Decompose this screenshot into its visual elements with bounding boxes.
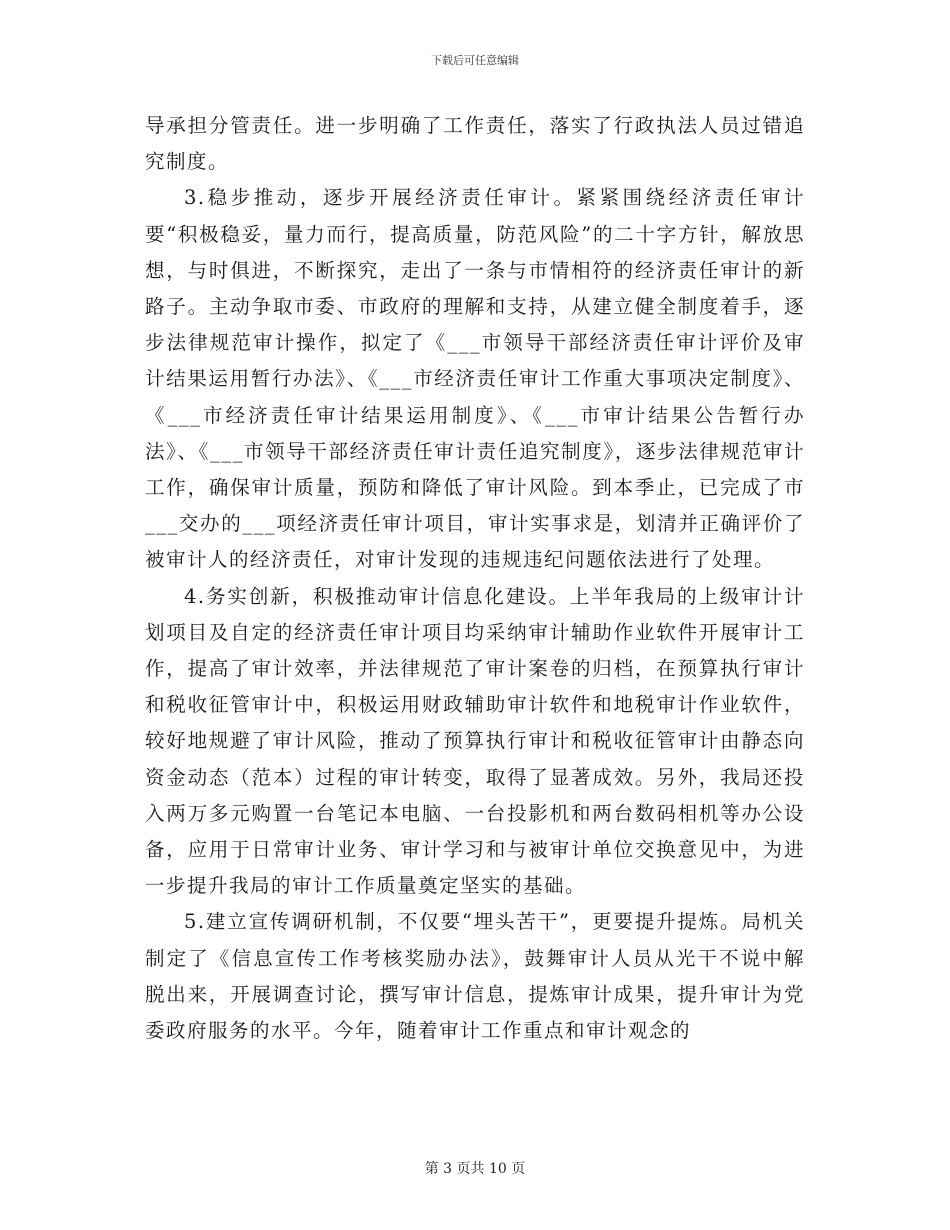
page-header-note: 下载后可任意编辑 (431, 54, 519, 67)
document-body (145, 108, 805, 1049)
paragraph-item-5: 5.建立宣传调研机制，不仅要“埋头苦干”，更要提升提炼。局机关制定了《信息宣传工作考核奖励办法》，鼓舞审计人员从光干不说中解脱出来，开展调查讨论，撰写审计信息，提炼审计成果，提升审计为党委政府服务的水平。今年，随着审计工作重点和审计观念的 (145, 910, 805, 1043)
paragraph-item-4: 4.务实创新，积极推动审计信息化建设。上半年我局的上级审计计划项目及自定的经济责任审计项目均采纳审计辅助作业软件开展审计工作，提高了审计效率，并法律规范了审计案卷的归档，在预算执行审计和税收征管审计中，积极运用财政辅助审计软件和地税审计作业软件，较好地规避了审计风险，推动了预算执行审计和税收征管审计由静态向资金动态（范本）过程的审计转变，取得了显著成效。另外，我局还投入两万多元购置一台笔记本电脑、一台投影机和两台数码相机等办公设备，应用于日常审计业务、审计学习和与被审计单位交换意见中，为进一步提升我局的审计工作质量奠定坚实的基础。 (145, 584, 805, 898)
paragraph-item-3: 3.稳步推动，逐步开展经济责任审计。紧紧围绕经济责任审计要“积极稳妥，量力而行，提高质量，防范风险”的二十字方针，解放思想，与时俱进，不断探究，走出了一条与市情相符的经济责任审计的新路子。主动争取市委、市政府的理解和支持，从建立健全制度着手，逐步法律规范审计操作，拟定了《___市领导干部经济责任审计评价及审计结果运用暂行办法》、《___市经济责任审计工作重大事项决定制度》、《___市经济责任审计结果运用制度》、《___市审计结果公告暂行办法》、《___市领导干部经济责任审计责任追究制度》，逐步法律规范审计工作，确保审计质量，预防和降低了审计风险。到本季止，已完成了市___交办的___项经济责任审计项目，审计实事求是，划清并正确评价了被审计人的经济责任，对审计发现的违规违纪问题依法进行了处理。 (145, 186, 805, 572)
page-number-footer: 第 3 页共 10 页 (424, 1161, 526, 1177)
paragraph-continued: 导承担分管责任。进一步明确了工作责任，落实了行政执法人员过错追究制度。 (145, 114, 805, 174)
